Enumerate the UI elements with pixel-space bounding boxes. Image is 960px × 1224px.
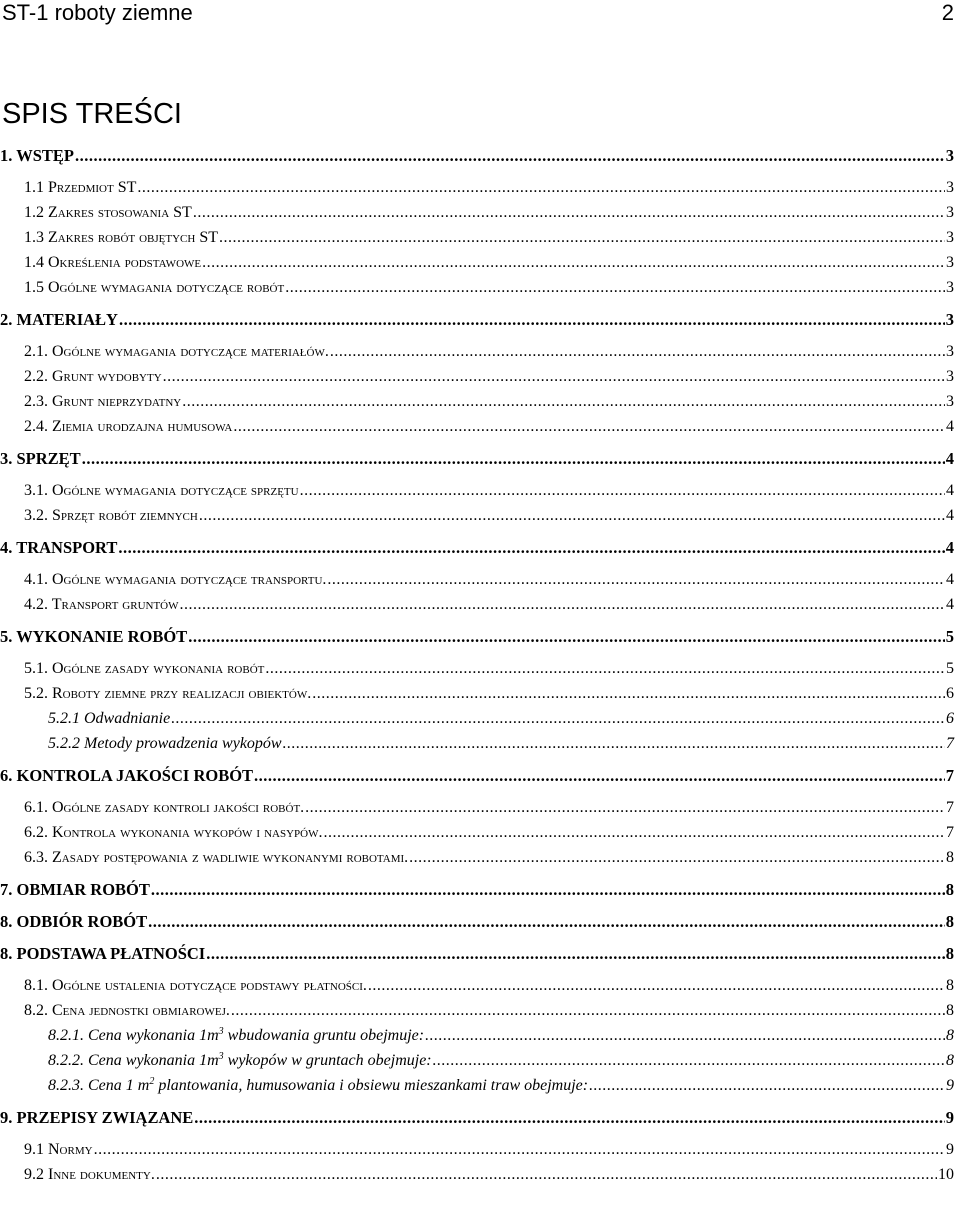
toc-entry-page: 6 xyxy=(946,685,954,702)
toc-entry-page: 7 xyxy=(946,735,954,752)
toc-entry-title: 9.1 Normy xyxy=(24,1141,93,1158)
toc-entry-title: 1.1 Przedmiot ST xyxy=(24,179,137,196)
toc-entry-title: 9. PRZEPISY ZWIĄZANE xyxy=(0,1108,194,1127)
toc-entry-title: 8.1. Ogólne ustalenia dotyczące podstawy płatności. xyxy=(24,977,367,994)
toc-dot-leader xyxy=(137,178,945,198)
toc-entry-level-3[interactable] xyxy=(48,1026,954,1046)
toc-entry-level-2[interactable] xyxy=(24,278,954,298)
toc-entry-level-2[interactable] xyxy=(24,659,954,679)
toc-entry-level-1[interactable] xyxy=(0,880,954,900)
toc-entry-title xyxy=(48,1026,424,1046)
toc-entry-page: 4 xyxy=(946,418,954,435)
toc-entry-title: 8. PODSTAWA PŁATNOŚCI xyxy=(0,944,206,963)
toc-entry-page: 9 xyxy=(946,1141,954,1158)
toc-dot-leader xyxy=(300,481,945,501)
toc-entry-level-2[interactable] xyxy=(24,595,954,615)
toc-entry-title: 1.4 Określenia podstawowe xyxy=(24,254,202,271)
toc-dot-leader xyxy=(231,1001,945,1021)
toc-entry-title: 1. WSTĘP xyxy=(0,146,74,165)
toc-entry-level-2[interactable] xyxy=(24,203,954,223)
toc-entry-level-2[interactable] xyxy=(24,1001,954,1021)
toc-entry-level-3[interactable] xyxy=(48,1076,954,1096)
page-number: 2 xyxy=(941,0,954,25)
toc-dot-leader xyxy=(193,203,945,223)
toc-entry-page: 8 xyxy=(945,880,954,899)
toc-entry-page: 4 xyxy=(946,571,954,588)
toc-entry-page: 3 xyxy=(946,368,954,385)
toc-dot-leader xyxy=(151,880,945,900)
toc-dot-leader xyxy=(148,912,945,932)
toc-entry-title: 2.4. Ziemia urodzajna humusowa xyxy=(24,418,233,435)
toc-entry-title-part: wbudowania gruntu obejmuje: xyxy=(223,1027,425,1044)
toc-entry-title: 3. SPRZĘT xyxy=(0,449,81,468)
toc-dot-leader xyxy=(156,1165,937,1185)
toc-entry-page: 3 xyxy=(945,146,954,165)
toc-entry-level-2[interactable] xyxy=(24,481,954,501)
toc-entry-title: 8.2. Cena jednostki obmiarowej. xyxy=(24,1002,230,1019)
toc-dot-leader xyxy=(368,976,945,996)
toc-entry-page: 9 xyxy=(945,1108,954,1127)
toc-entry-title: 2.2. Grunt wydobyty xyxy=(24,368,162,385)
toc-dot-leader xyxy=(171,709,945,729)
toc-dot-leader xyxy=(202,253,945,273)
toc-entry-title: 2.3. Grunt nieprzydatny xyxy=(24,393,182,410)
toc-entry-level-1[interactable] xyxy=(0,627,954,647)
toc-entry-page: 3 xyxy=(946,254,954,271)
toc-dot-leader xyxy=(163,367,945,387)
toc-entry-page: 4 xyxy=(946,482,954,499)
toc-entry-level-1[interactable] xyxy=(0,538,954,558)
toc-entry-page: 8 xyxy=(946,1052,954,1069)
toc-dot-leader xyxy=(305,798,945,818)
toc-entry-level-2[interactable] xyxy=(24,253,954,273)
toc-entry-title: 5.2.2 Metody prowadzenia wykopów xyxy=(48,735,282,752)
toc-entry-page: 6 xyxy=(946,710,954,727)
toc-entry-level-2[interactable] xyxy=(24,1165,954,1185)
toc-entry-title: 9.2 Inne dokumenty. xyxy=(24,1166,155,1183)
toc-entry-page: 3 xyxy=(946,204,954,221)
toc-entry-title: 5. WYKONANIE ROBÓT xyxy=(0,627,188,646)
toc-entry-level-3[interactable] xyxy=(48,1051,954,1071)
toc-entry-title: 5.2.1 Odwadnianie xyxy=(48,710,171,727)
toc-entry-title-part: 8.2.3. Cena 1 m xyxy=(48,1077,150,1094)
toc-entry-page: 7 xyxy=(946,824,954,841)
toc-entry-title xyxy=(48,1076,588,1096)
toc-dot-leader xyxy=(312,684,945,704)
toc-entry-page: 4 xyxy=(945,449,954,468)
toc-entry-page: 4 xyxy=(946,596,954,613)
toc-entry-title: 3.1. Ogólne wymagania dotyczące sprzętu xyxy=(24,482,299,499)
toc-entry-title: 1.3 Zakres robót objętych ST xyxy=(24,229,219,246)
toc-entry-title: 8. ODBIÓR ROBÓT xyxy=(0,912,148,931)
toc-dot-leader xyxy=(425,1026,945,1046)
toc-entry-level-2[interactable] xyxy=(24,823,954,843)
toc-entry-title-part: wykopów w gruntach obejmuje: xyxy=(223,1052,432,1069)
toc-entry-level-1[interactable] xyxy=(0,1108,954,1128)
toc-dot-leader xyxy=(589,1076,945,1096)
toc-dot-leader xyxy=(182,392,945,412)
toc-dot-leader xyxy=(327,570,945,590)
toc-entry-level-3[interactable] xyxy=(48,734,954,754)
toc-entry-title: 6.1. Ogólne zasady kontroli jakości robót. xyxy=(24,799,305,816)
toc-dot-leader xyxy=(285,278,945,298)
toc-entry-title-part: 8.2.2. Cena wykonania 1m xyxy=(48,1052,219,1069)
toc-entry-page: 5 xyxy=(946,660,954,677)
toc-entry-level-2[interactable] xyxy=(24,367,954,387)
toc-dot-leader xyxy=(409,848,945,868)
toc-entry-level-2[interactable] xyxy=(24,798,954,818)
toc-entry-page: 3 xyxy=(946,343,954,360)
toc-dot-leader xyxy=(82,449,945,469)
toc-entry-superscript: 3 xyxy=(218,1051,224,1062)
toc-dot-leader xyxy=(75,146,945,166)
toc-entry-level-2[interactable] xyxy=(24,178,954,198)
toc-entry-superscript: 2 xyxy=(149,1076,155,1087)
toc-entry-title: 2. MATERIAŁY xyxy=(0,310,118,329)
toc-entry-level-2[interactable] xyxy=(24,417,954,437)
toc-entry-level-1[interactable] xyxy=(0,146,954,166)
toc-entry-title: 4.2. Transport gruntów xyxy=(24,596,179,613)
toc-entry-page: 3 xyxy=(946,229,954,246)
toc-entry-level-2[interactable] xyxy=(24,976,954,996)
toc-dot-leader xyxy=(283,734,945,754)
toc-entry-superscript: 3 xyxy=(218,1026,224,1037)
toc-entry-title-part: 8.2.1. Cena wykonania 1m xyxy=(48,1027,219,1044)
toc-entry-level-2[interactable] xyxy=(24,506,954,526)
toc-entry-title: 6. KONTROLA JAKOŚCI ROBÓT xyxy=(0,766,254,785)
toc-entry-level-1[interactable] xyxy=(0,766,954,786)
toc-entry-page: 4 xyxy=(945,538,954,557)
toc-entry-level-1[interactable] xyxy=(0,449,954,469)
toc-entry-level-2[interactable] xyxy=(24,228,954,248)
toc-heading: SPIS TREŚCI xyxy=(2,98,182,130)
toc-entry-page: 8 xyxy=(945,944,954,963)
toc-entry-page: 4 xyxy=(946,507,954,524)
toc-entry-title: 3.2. Sprzęt robót ziemnych xyxy=(24,507,198,524)
toc-entry-title: 1.2 Zakres stosowania ST xyxy=(24,204,192,221)
toc-dot-leader xyxy=(330,342,945,362)
document-title: ST-1 roboty ziemne xyxy=(2,0,193,25)
toc-entry-page: 7 xyxy=(945,766,954,785)
toc-entry-level-2[interactable] xyxy=(24,684,954,704)
toc-entry-page: 9 xyxy=(946,1077,954,1094)
toc-dot-leader xyxy=(433,1051,945,1071)
toc-dot-leader xyxy=(119,310,945,330)
toc-entry-title: 5.1. Ogólne zasady wykonania robót xyxy=(24,660,265,677)
toc-entry-title: 5.2. Roboty ziemne przy realizacji obiektów. xyxy=(24,685,312,702)
toc-entry-level-1[interactable] xyxy=(0,912,954,932)
toc-entry-title: 6.2. Kontrola wykonania wykopów i nasypów. xyxy=(24,824,323,841)
toc-entry-page: 3 xyxy=(946,279,954,296)
toc-entry-level-2[interactable] xyxy=(24,342,954,362)
toc-entry-title: 6.3. Zasady postępowania z wadliwie wykonanymi robotami. xyxy=(24,849,409,866)
toc-dot-leader xyxy=(188,627,945,647)
toc-dot-leader xyxy=(199,506,945,526)
toc-entry-level-2[interactable] xyxy=(24,570,954,590)
toc-dot-leader xyxy=(94,1140,945,1160)
toc-entry-title: 7. OBMIAR ROBÓT xyxy=(0,880,150,899)
toc-entry-page: 3 xyxy=(946,179,954,196)
toc-entry-page: 7 xyxy=(946,799,954,816)
toc-entry-page: 3 xyxy=(946,393,954,410)
toc-dot-leader xyxy=(206,944,945,964)
toc-entry-title xyxy=(48,1051,432,1071)
toc-dot-leader xyxy=(194,1108,944,1128)
toc-dot-leader xyxy=(254,766,945,786)
toc-dot-leader xyxy=(323,823,945,843)
toc-entry-page: 5 xyxy=(945,627,954,646)
toc-entry-page: 8 xyxy=(946,977,954,994)
toc-entry-page: 8 xyxy=(946,1027,954,1044)
toc-entry-level-1[interactable] xyxy=(0,310,954,330)
toc-entry-page: 8 xyxy=(945,912,954,931)
toc-entry-level-2[interactable] xyxy=(24,392,954,412)
toc-entry-title: 4. TRANSPORT xyxy=(0,538,118,557)
toc-dot-leader xyxy=(180,595,946,615)
toc-entry-title: 4.1. Ogólne wymagania dotyczące transportu. xyxy=(24,571,327,588)
toc-dot-leader xyxy=(118,538,944,558)
toc-entry-level-2[interactable] xyxy=(24,848,954,868)
toc-entry-title: 2.1. Ogólne wymagania dotyczące materiałów. xyxy=(24,343,329,360)
toc-dot-leader xyxy=(233,417,945,437)
toc-entry-page: 8 xyxy=(946,1002,954,1019)
toc-entry-title: 1.5 Ogólne wymagania dotyczące robót xyxy=(24,279,285,296)
toc-entry-page: 10 xyxy=(938,1166,954,1183)
toc-dot-leader xyxy=(265,659,945,679)
toc-entry-page: 3 xyxy=(945,310,954,329)
toc-entry-level-2[interactable] xyxy=(24,1140,954,1160)
toc-entry-level-3[interactable] xyxy=(48,709,954,729)
toc-entry-level-1[interactable] xyxy=(0,944,954,964)
toc-entry-page: 8 xyxy=(946,849,954,866)
toc-dot-leader xyxy=(219,228,945,248)
toc-entry-title-part: plantowania, humusowania i obsiewu mieszankami traw obejmuje: xyxy=(154,1077,589,1094)
